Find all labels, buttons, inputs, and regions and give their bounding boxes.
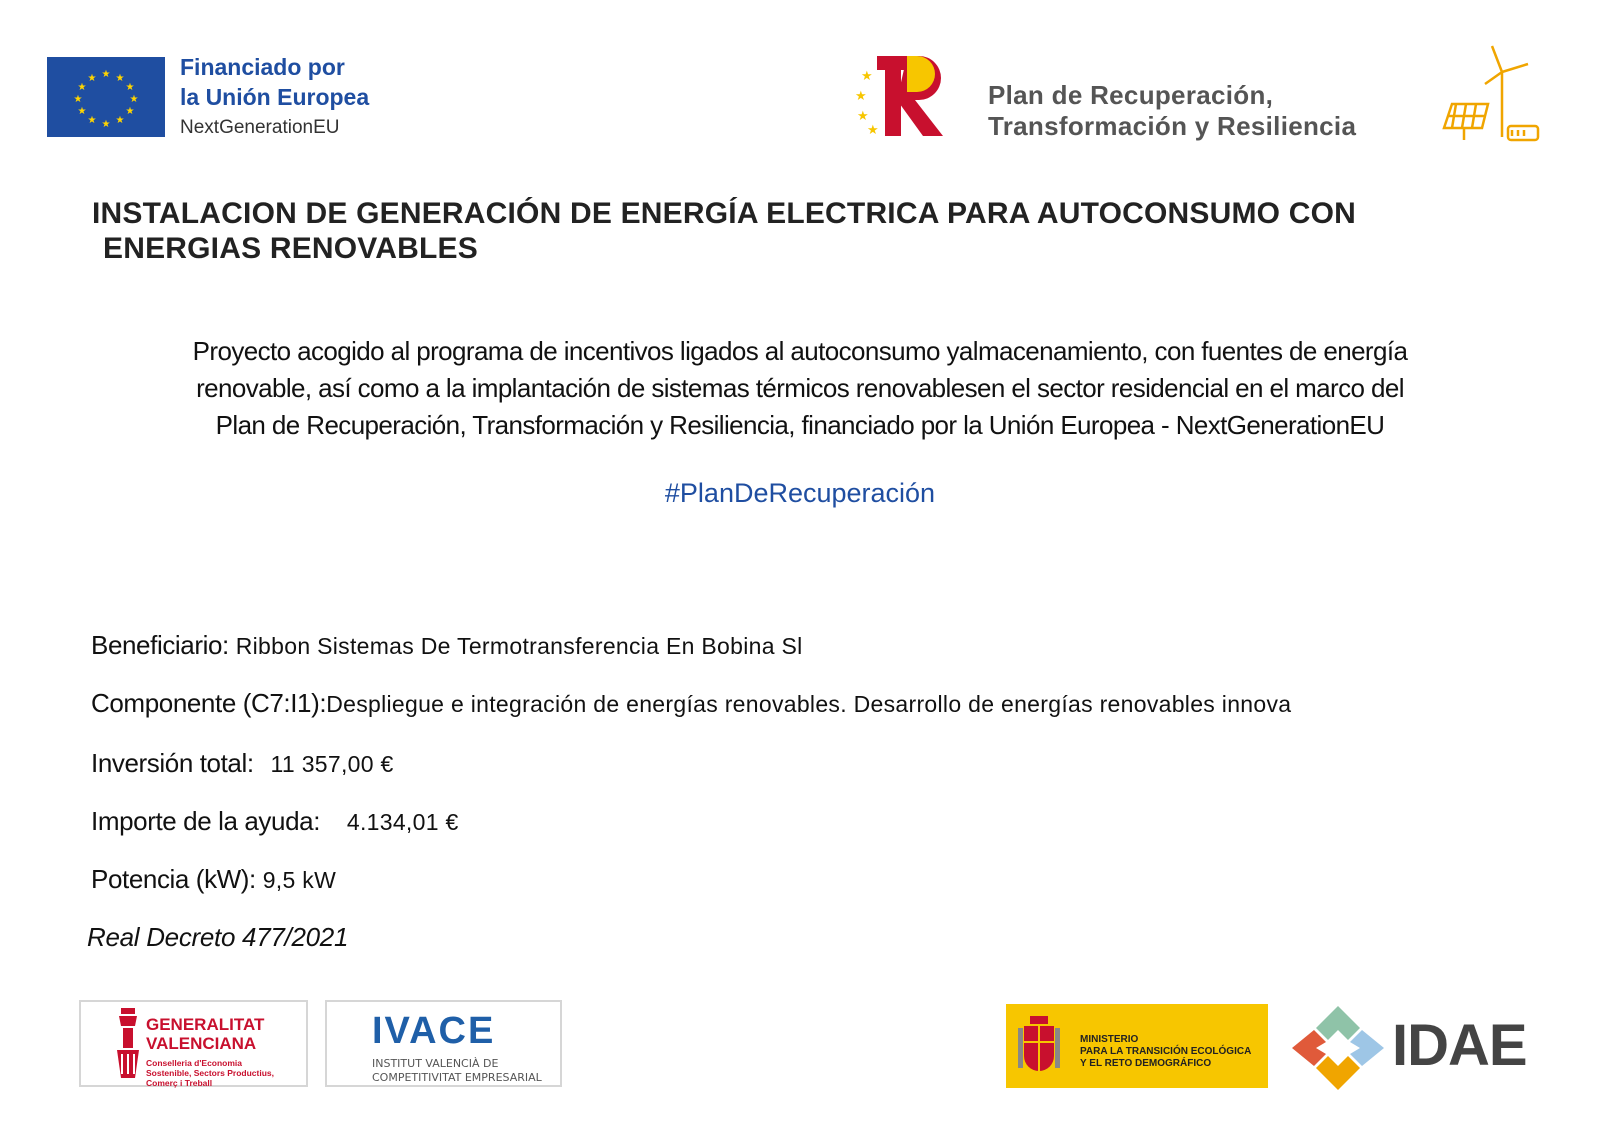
gva-name-line1: GENERALITAT bbox=[146, 1015, 265, 1034]
potencia-label: Potencia (kW): bbox=[91, 864, 256, 894]
ivace-text-line2: COMPETITIVITAT EMPRESARIAL bbox=[372, 1071, 542, 1084]
idae-symbol-icon bbox=[1290, 1004, 1386, 1092]
ministerio-line3: Y EL RETO DEMOGRÁFICO bbox=[1080, 1058, 1212, 1069]
ministerio-line2: PARA LA TRANSICIÓN ECOLÓGICA bbox=[1080, 1046, 1252, 1057]
gva-conselleria-line3: Comerç i Treball bbox=[146, 1078, 213, 1088]
eu-funding-line3: NextGenerationEU bbox=[180, 117, 340, 138]
inversion-value: 11 357,00 € bbox=[270, 751, 394, 777]
componente-label: Componente (C7:I1): bbox=[91, 688, 327, 718]
beneficiario-label: Beneficiario: bbox=[91, 630, 229, 660]
importe-value: 4.134,01 € bbox=[346, 809, 459, 835]
recovery-plan-r-icon bbox=[855, 52, 965, 142]
eu-funding-line2: la Unión Europea bbox=[180, 84, 370, 110]
gva-conselleria-line2: Sostenible, Sectors Productius, bbox=[146, 1068, 275, 1078]
eu-funding-line1: Financiado por bbox=[180, 54, 345, 80]
svg-text:★: ★ bbox=[101, 119, 111, 130]
svg-text:★: ★ bbox=[129, 94, 139, 105]
real-decreto: Real Decreto 477/2021 bbox=[87, 922, 349, 952]
gva-emblem-icon bbox=[113, 1004, 143, 1084]
beneficiario-value: Ribbon Sistemas De Termotransferencia En Bobina Sl bbox=[235, 633, 803, 659]
svg-text:★: ★ bbox=[77, 82, 87, 93]
inversion-label: Inversión total: bbox=[91, 748, 254, 778]
potencia-value: 9,5 kW bbox=[262, 867, 337, 893]
gva-conselleria-line1: Conselleria d'Economia bbox=[146, 1058, 243, 1068]
eu-flag-icon bbox=[47, 57, 165, 137]
svg-text:★: ★ bbox=[861, 69, 873, 84]
svg-text:★: ★ bbox=[855, 89, 867, 104]
spain-shield-icon bbox=[1018, 1012, 1060, 1082]
gva-name-line2: VALENCIANA bbox=[146, 1034, 257, 1053]
svg-text:★: ★ bbox=[101, 69, 111, 80]
ivace-text-line1: INSTITUT VALENCIÀ DE bbox=[372, 1057, 499, 1070]
ministerio-line1: MINISTERIO bbox=[1080, 1034, 1139, 1045]
svg-text:★: ★ bbox=[87, 115, 97, 126]
project-description bbox=[70, 333, 1530, 444]
svg-text:★: ★ bbox=[125, 82, 135, 93]
svg-text:★: ★ bbox=[115, 115, 125, 126]
importe-row bbox=[91, 806, 459, 837]
hashtag: #PlanDeRecuperación bbox=[664, 478, 936, 508]
project-title-line1: INSTALACION DE GENERACIÓN DE ENERGÍA ELECTRICA PARA AUTOCONSUMO CON bbox=[92, 197, 1356, 230]
project-lead-word: Proyecto bbox=[192, 336, 291, 366]
beneficiario-row bbox=[91, 630, 803, 661]
solar-wind-icon bbox=[1440, 42, 1545, 147]
potencia-row bbox=[91, 864, 336, 895]
svg-text:★: ★ bbox=[857, 109, 869, 124]
inversion-row bbox=[91, 748, 394, 779]
ivace-logo: IVACE bbox=[372, 1010, 496, 1052]
project-title-line2: ENERGIAS RENOVABLES bbox=[103, 232, 478, 265]
importe-label: Importe de la ayuda: bbox=[91, 806, 321, 836]
description-line1: acogido al programa de incentivos ligados al autoconsumo yalmacenamiento, con fuentes de energía bbox=[290, 336, 1408, 366]
svg-text:★: ★ bbox=[77, 106, 87, 117]
componente-row bbox=[91, 688, 1523, 719]
plan-title-line1: Plan de Recuperación, bbox=[988, 80, 1274, 110]
componente-value: Despliegue e integración de energías renovables. Desarrollo de energías renovables innova bbox=[326, 691, 1292, 717]
plan-title-line2: Transformación y Resiliencia bbox=[988, 111, 1357, 141]
description-line3: Plan de Recuperación, Transformación y Resiliencia, financiado por la Unión Europea - NextGenerationEU bbox=[215, 410, 1385, 440]
svg-text:★: ★ bbox=[867, 123, 879, 138]
svg-text:★: ★ bbox=[125, 106, 135, 117]
svg-text:★: ★ bbox=[87, 73, 97, 84]
description-line2: renovable, así como a la implantación de sistemas térmicos renovablesen el sector residencial en el marco del bbox=[196, 373, 1404, 403]
idae-logo-text: IDAE bbox=[1392, 1013, 1527, 1078]
svg-text:★: ★ bbox=[115, 73, 125, 84]
svg-text:★: ★ bbox=[73, 94, 83, 105]
